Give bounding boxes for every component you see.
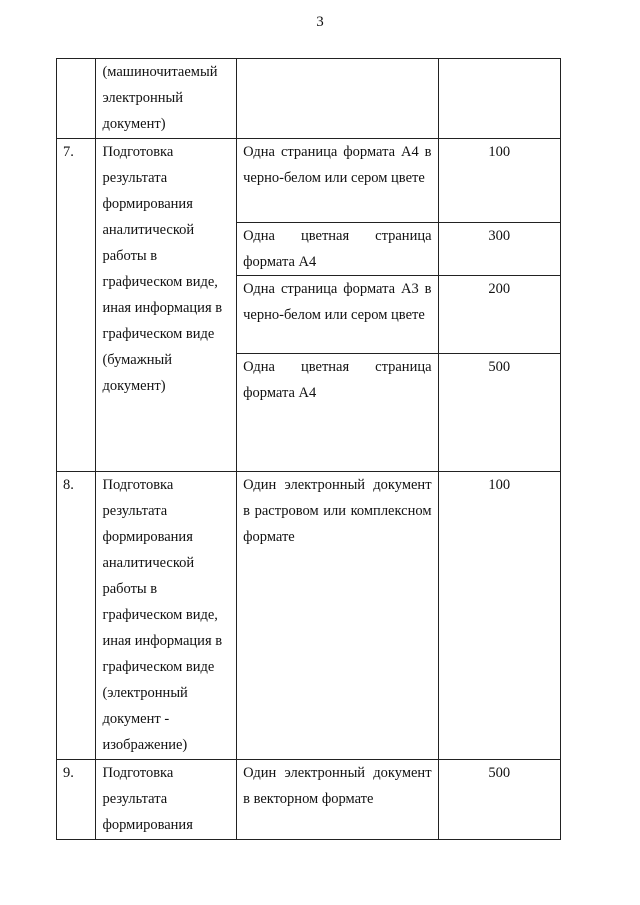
unit-cell: Одна страница формата А4 в черно-белом или сером цвете [237,139,438,223]
description-line: графическом виде [102,326,215,342]
description-line: документ - [102,711,170,727]
price-cell: 100 [438,139,560,223]
row-description [96,472,237,760]
unit-cell: Один электронный документ в векторном формате [237,760,438,840]
row-number [57,59,96,139]
description-line: результата [102,503,168,519]
description-line: работы в [102,581,158,597]
unit-cell: Одна цветная страница формата А4 [237,354,438,472]
table-row [57,139,561,223]
description-line: формирования [102,817,193,833]
tariff-table [56,58,561,840]
row-number: 9. [57,760,96,840]
description-line: электронный [102,90,183,106]
row-number: 8. [57,472,96,760]
unit-cell: Один электронный документ в растровом или комплексном формате [237,472,438,760]
unit-cell: Одна цветная страница формата А4 [237,223,438,276]
price-cell: 200 [438,276,560,354]
description-line: графическом виде, [102,274,218,290]
table-row [57,472,561,760]
price-cell: 500 [438,760,560,840]
price-cell [438,59,560,139]
description-line: формирования [102,196,193,212]
description-line: графическом виде [102,659,215,675]
description-line: изображение) [102,737,188,753]
description-line: (машиночитаемый [102,64,218,80]
row-description [96,760,237,840]
description-line: иная информация в [102,633,223,649]
description-line: документ) [102,378,166,394]
description-line: Подготовка [102,477,174,493]
table-row [57,59,561,139]
description-line: (электронный [102,685,188,701]
page-number: 3 [316,14,324,30]
description-line: аналитической [102,222,195,238]
price-cell: 300 [438,223,560,276]
row-description [96,59,237,139]
description-line: документ) [102,116,166,132]
description-line: иная информация в [102,300,223,316]
description-line: результата [102,791,168,807]
description-line: (бумажный [102,352,172,368]
unit-cell: Одна страница формата А3 в черно-белом или сером цвете [237,276,438,354]
price-cell: 500 [438,354,560,472]
description-line: аналитической [102,555,195,571]
unit-cell [237,59,438,139]
description-line: работы в [102,248,158,264]
description-line: графическом виде, [102,607,218,623]
description-line: результата [102,170,168,186]
table-row [57,760,561,840]
price-cell: 100 [438,472,560,760]
row-description [96,139,237,472]
description-line: Подготовка [102,144,174,160]
row-number: 7. [57,139,96,472]
description-line: формирования [102,529,193,545]
description-line: Подготовка [102,765,174,781]
